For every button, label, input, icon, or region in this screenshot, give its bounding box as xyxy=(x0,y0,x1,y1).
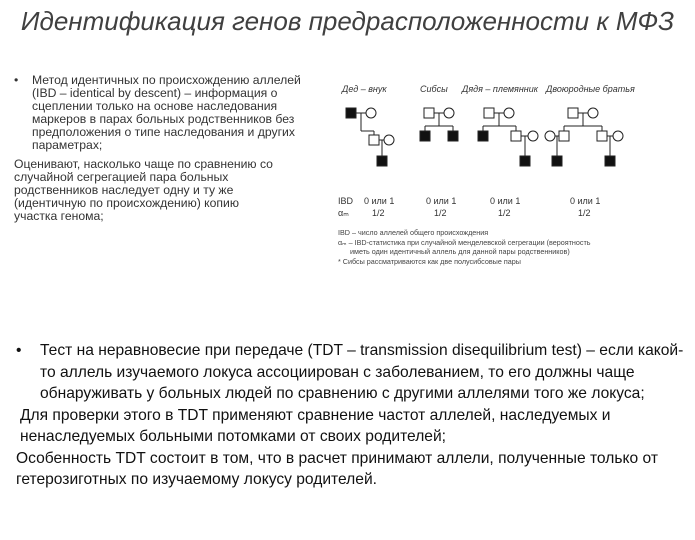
pedigree-cousins xyxy=(545,108,623,166)
ibd-method-item xyxy=(14,74,314,152)
pedigree-sibs xyxy=(420,108,458,141)
legend-line: αₘ – IBD-статистика при случайной менделевской сегрегации (вероятность xyxy=(338,238,591,247)
pedigree-figure xyxy=(320,76,690,286)
header-uncle-nephew: Дядя – племянник xyxy=(462,84,539,94)
pedigree-grandparent-grandchild xyxy=(346,108,394,166)
tdt-method-text: Для проверки этого в TDT применяют сравнение частот аллелей, наследуемых и ненаследуемых больными потомками от своих родителей; xyxy=(20,406,611,445)
pedigree-uncle-nephew xyxy=(478,108,538,166)
legend-line: IBD – число аллелей общего происхождения xyxy=(338,228,489,237)
label-alpha: αₘ xyxy=(338,208,349,218)
alpha-value: 1/2 xyxy=(498,208,511,218)
ibd-value: 0 или 1 xyxy=(490,196,521,206)
ibd-method-block xyxy=(14,74,314,223)
legend-line: иметь один идентичный аллель для данной пары родственников) xyxy=(350,247,570,256)
bullet-icon: • xyxy=(14,73,19,87)
alpha-value: 1/2 xyxy=(434,208,447,218)
tdt-feature-text: Особенность TDT состоит в том, что в расчет принимают аллели, полученные только от гетерозиготных по изучаемому локусу родителей. xyxy=(16,449,658,488)
tdt-definition: Тест на неравновесие при передаче (TDT – transmission disequilibrium test) – если какой-то аллель изучаемого локуса ассоциирован с заболеванием, то его должны чаще обнаруживать у больных людей по сравнению с другими аллелями того же локуса; xyxy=(40,342,684,402)
header-cousins: Двоюродные братья xyxy=(546,84,635,94)
alpha-value: 1/2 xyxy=(578,208,591,218)
ibd-assessment-paragraph: Оценивают, насколько чаще по сравнению со случайной сегрегацией пара больных родственников наследует одну и ту же (идентичную по происхождению) копию участка генома; xyxy=(14,157,273,223)
label-ibd: IBD xyxy=(338,196,354,206)
slide-title: Идентификация генов предрасположенности к МФЗ xyxy=(20,6,675,36)
ibd-value: 0 или 1 xyxy=(364,196,395,206)
header-sibs: Сибсы xyxy=(420,84,448,94)
bullet-icon: • xyxy=(16,342,22,359)
alpha-value: 1/2 xyxy=(372,208,385,218)
ibd-method-text: Метод идентичных по происхождению аллелей (IBD – identical by descent) – информация о сцеплении только на основе наследования маркеров в парах больных родственников без предположения о типе наследования и других параметрах; xyxy=(32,73,301,152)
ibd-value: 0 или 1 xyxy=(570,196,601,206)
tdt-item xyxy=(16,340,686,405)
legend-line: * Сибсы рассматриваются как две полусибсовые пары xyxy=(338,257,521,266)
header-grandparent-grandchild: Дед – внук xyxy=(342,84,387,94)
tdt-block xyxy=(16,340,686,491)
ibd-value: 0 или 1 xyxy=(426,196,457,206)
